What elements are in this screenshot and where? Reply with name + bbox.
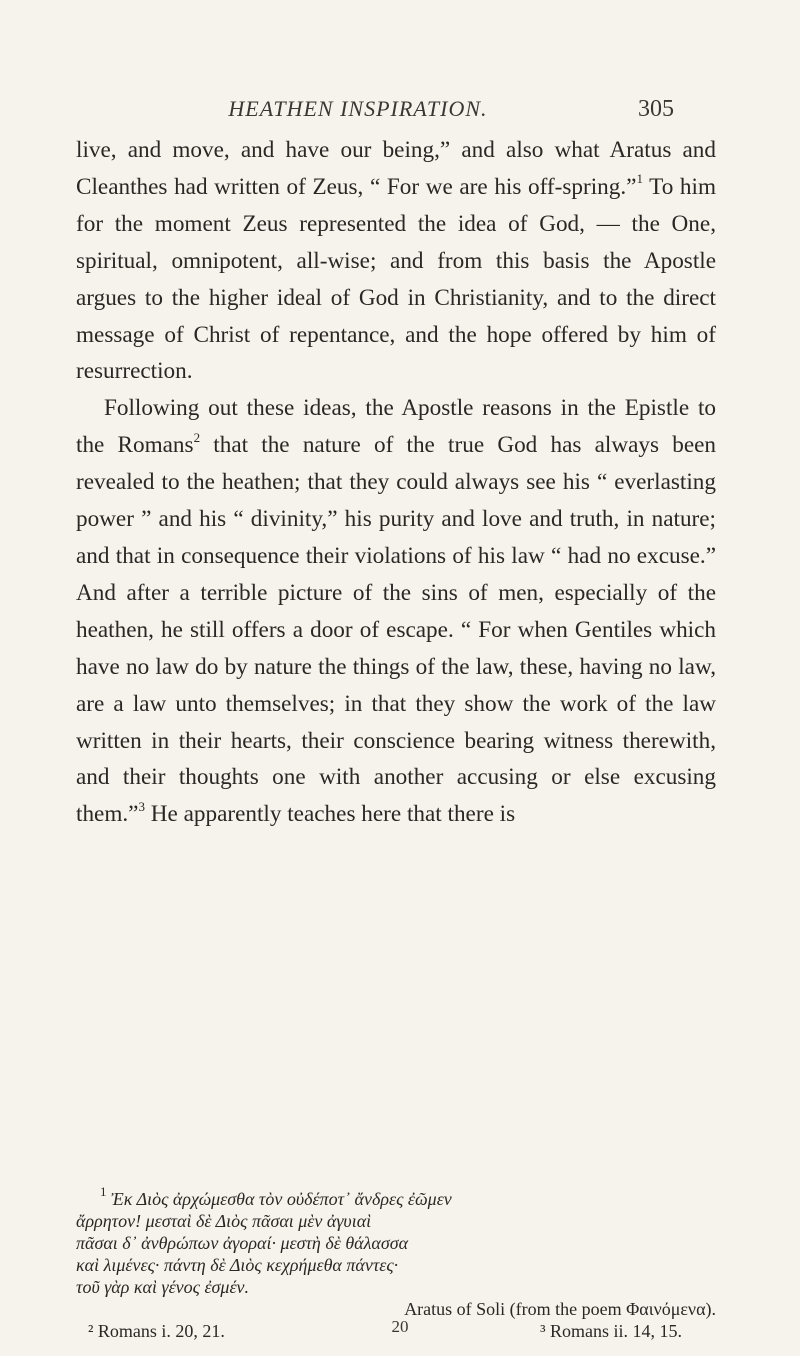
paragraph (76, 132, 716, 390)
greek-verse: ἄρρητον! μεσταὶ δὲ Διὸς πᾶσαι μὲν ἀγυιαὶ (76, 1211, 372, 1231)
body-text (76, 132, 716, 833)
page-number: 305 (638, 96, 674, 122)
text-segment: Following out these ideas, the Apostle reasons in the Epistle to the Romans (76, 395, 716, 459)
greek-verse: τοῦ γὰρ καὶ γένος ἐσμέν. (76, 1277, 250, 1297)
footnote-1-marker: 1 (100, 1184, 107, 1199)
footnote-3: ³ Romans ii. 14, 15. (540, 1321, 682, 1341)
footnote-1-attribution: Aratus of Soli (from the poem Φαινόμενα). (404, 1299, 716, 1319)
footnote-2: ² Romans i. 20, 21. (88, 1321, 225, 1341)
footnote-1-line (76, 1184, 716, 1210)
signature-mark: 20 (391, 1317, 409, 1336)
greek-verse: πᾶσαι δ᾽ ἀνθρώπων ἀγοραί· μεστὴ δὲ θάλασσα (76, 1233, 409, 1253)
text-segment: live, and move, and have our being,” and also what Aratus and Cleanthes had written of Zeus, “ For we are his off-spring.” (76, 137, 716, 200)
footnote-ref-2: 2 (193, 429, 201, 445)
running-head: HEATHEN INSPIRATION. (228, 96, 488, 121)
text-segment: He apparently teaches here that there is (144, 801, 516, 828)
greek-verse: καὶ λιμένες· πάντη δὲ Διὸς κεχρήμεθα πάντες· (76, 1255, 399, 1275)
greek-verse: Ἐκ Διὸς ἀρχώμεσθα τὸν οὐδέποτ᾽ ἄνδρες ἐῶμεν (111, 1189, 452, 1209)
footnote-ref-1: 1 (636, 171, 643, 187)
footnote-ref-3: 3 (138, 798, 145, 814)
text-segment: that the nature of the true God has always been revealed to the heathen; that they could always see his “ everlasting power ” and his “ divinity,” his purity and love and truth, in nature; and that in consequence their violations of his law “ had no excuse.” And after a terrible picture of the sins of men, especially of the heathen, he still offers a door of escape. “ For when Gentiles which have no law do by nature the things of the law, these, having no law, are a law unto themselves; in that they show the work of the law written in their hearts, their conscience bearing witness therewith, and their thoughts one with another accusing or else excusing them.” (76, 432, 716, 828)
text-segment: To him for the moment Zeus represented the idea of God, — the One, spiritual, omnipotent, all-wise; and from this basis the Apostle argues to the higher ideal of God in Christianity, and to the direct message of Christ of repentance, and the hope offered by him of resurrection. (76, 173, 716, 385)
paragraph (76, 390, 716, 833)
